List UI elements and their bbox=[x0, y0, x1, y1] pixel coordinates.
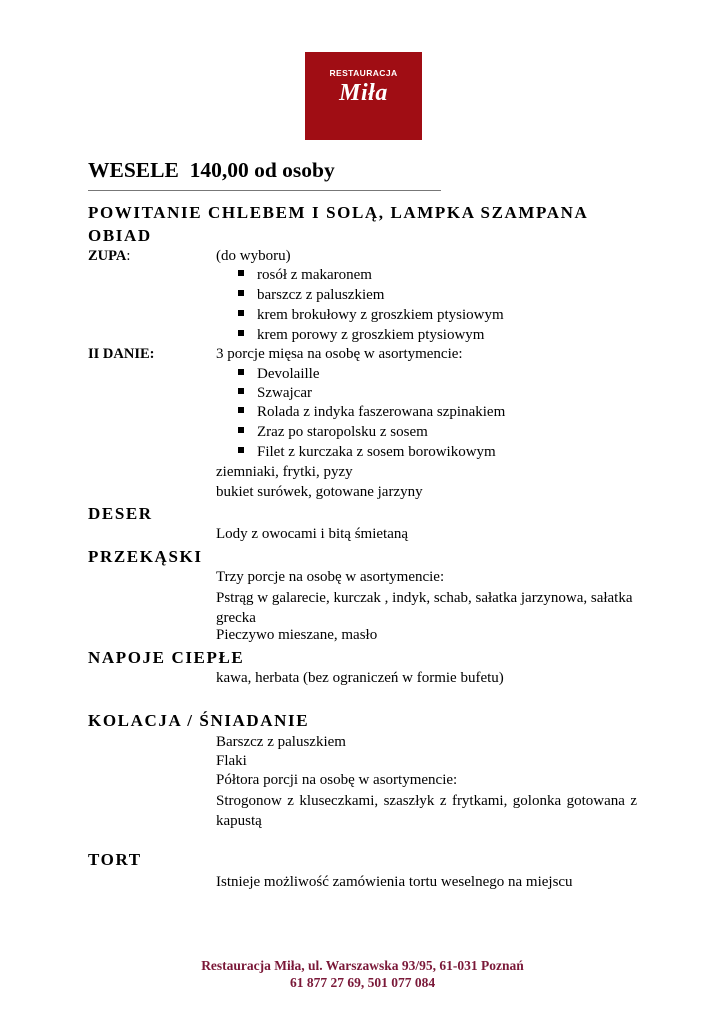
list-item: Zraz po staropolsku z sosem bbox=[238, 424, 428, 441]
bullet-icon bbox=[238, 310, 244, 316]
przekaski-list: Pstrąg w galarecie, kurczak , indyk, schab, sałatka jarzynowa, sałatka grecka bbox=[216, 590, 633, 626]
heading-deser: DESER bbox=[88, 504, 153, 523]
list-item: rosół z makaronem bbox=[238, 267, 372, 284]
napoje-text: kawa, herbata (bez ograniczeń w formie bufetu) bbox=[216, 670, 504, 686]
heading-tort: TORT bbox=[88, 850, 142, 869]
list-item: krem brokułowy z groszkiem ptysiowym bbox=[238, 307, 504, 324]
page-title: WESELE 140,00 od osoby bbox=[88, 158, 335, 182]
drugie-danie-label: II DANIE: bbox=[88, 346, 155, 362]
footer-address: Restauracja Miła, ul. Warszawska 93/95, 61-031 Poznań bbox=[201, 958, 524, 973]
bullet-icon bbox=[238, 427, 244, 433]
list-item: krem porowy z groszkiem ptysiowym bbox=[238, 327, 484, 344]
logo-small-text: RESTAURACJA bbox=[329, 68, 398, 78]
kolacja-line-3: Półtora porcji na osobę w asortymencie: bbox=[216, 772, 458, 788]
zupa-label: ZUPA: bbox=[88, 248, 131, 264]
bullet-icon bbox=[238, 369, 244, 375]
drugie-sides-1: ziemniaki, frytki, pyzy bbox=[216, 464, 353, 480]
list-item: Szwajcar bbox=[238, 385, 312, 402]
deser-text: Lody z owocami i bitą śmietaną bbox=[216, 526, 409, 542]
bullet-icon bbox=[238, 290, 244, 296]
list-item: Rolada z indyka faszerowana szpinakiem bbox=[238, 404, 505, 421]
heading-przekaski: PRZEKĄSKI bbox=[88, 547, 203, 566]
kolacja-line-1: Barszcz z paluszkiem bbox=[216, 734, 346, 750]
heading-kolacja: KOLACJA / ŚNIADANIE bbox=[88, 711, 310, 730]
przekaski-intro: Trzy porcje na osobę w asortymencie: bbox=[216, 569, 445, 585]
bullet-icon bbox=[238, 447, 244, 453]
tort-text: Istnieje możliwość zamówienia tortu weselnego na miejscu bbox=[216, 874, 573, 890]
list-item: Devolaille bbox=[238, 366, 319, 383]
logo-script-text: Miła bbox=[339, 80, 388, 106]
bullet-icon bbox=[238, 330, 244, 336]
kolacja-line-2: Flaki bbox=[216, 753, 247, 769]
list-item: barszcz z paluszkiem bbox=[238, 287, 384, 304]
zupa-intro: (do wyboru) bbox=[216, 248, 291, 264]
bullet-icon bbox=[238, 388, 244, 394]
heading-obiad: OBIAD bbox=[88, 226, 152, 245]
drugie-danie-intro: 3 porcje mięsa na osobę w asortymencie: bbox=[216, 346, 463, 362]
heading-napoje: NAPOJE CIEPŁE bbox=[88, 648, 245, 667]
restaurant-logo bbox=[305, 52, 422, 140]
drugie-sides-2: bukiet surówek, gotowane jarzyny bbox=[216, 484, 423, 500]
kolacja-line-4: Strogonow z kluseczkami, szaszłyk z frytkami, golonka gotowana z kapustą bbox=[216, 793, 637, 829]
przekaski-bread: Pieczywo mieszane, masło bbox=[216, 627, 378, 643]
bullet-icon bbox=[238, 407, 244, 413]
footer-phones: 61 877 27 69, 501 077 084 bbox=[289, 975, 436, 990]
heading-welcome: POWITANIE CHLEBEM I SOLĄ, LAMPKA SZAMPANA bbox=[88, 203, 589, 222]
list-item: Filet z kurczaka z sosem borowikowym bbox=[238, 444, 496, 461]
title-divider bbox=[88, 190, 441, 191]
bullet-icon bbox=[238, 270, 244, 276]
